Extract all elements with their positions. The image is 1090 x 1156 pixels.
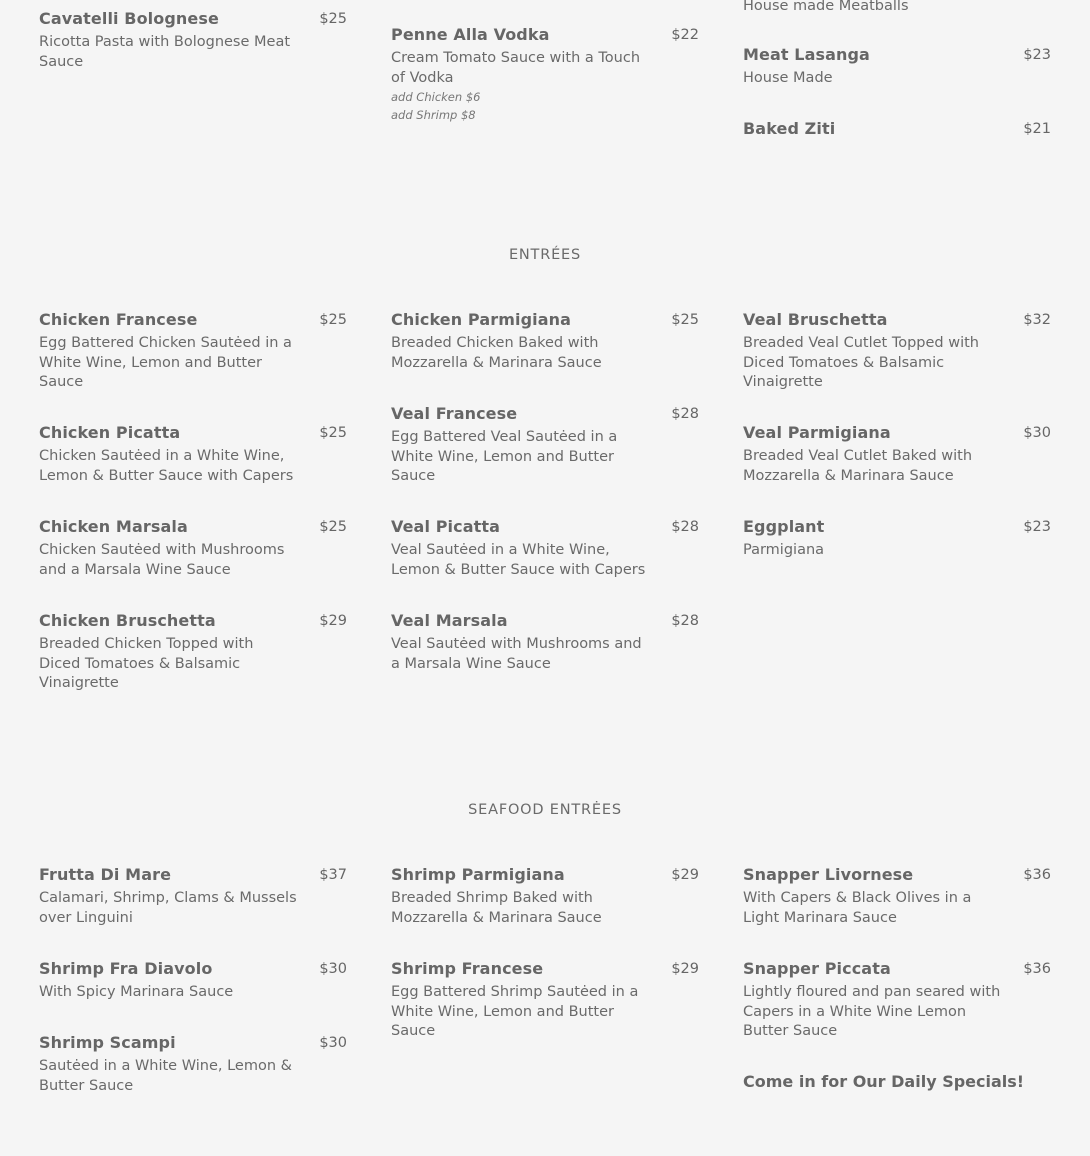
item-description: Lightly floured and pan seared with Capers in a White Wine Lemon Butter Sauce: [743, 984, 1001, 1039]
item-description: Breaded Shrimp Baked with Mozzarella & Marinara Sauce: [391, 890, 602, 926]
item-price: $25: [319, 11, 347, 27]
item-description: Chicken Sautėed with Mushrooms and a Marsala Wine Sauce: [39, 542, 285, 578]
item-description: With Capers & Black Olives in a Light Marinara Sauce: [743, 890, 972, 926]
item-name: Veal Parmigiana: [743, 423, 891, 442]
item-description: Calamari, Shrimp, Clams & Mussels over Linguini: [39, 890, 297, 926]
item-addon: add Shrimp $8: [391, 108, 476, 122]
item-price: $23: [1023, 519, 1051, 535]
item-price: $25: [319, 519, 347, 535]
item-name: Shrimp Scampi: [39, 1033, 176, 1052]
item-price: $25: [671, 312, 699, 328]
item-price: $36: [1023, 867, 1051, 883]
item-price: $30: [319, 961, 347, 977]
item-description: Parmigiana: [743, 542, 825, 558]
item-name: Veal Francese: [391, 404, 518, 423]
item-description: Breaded Chicken Topped with Diced Tomatoes & Balsamic Vinaigrette: [39, 636, 254, 691]
item-price: $21: [1023, 121, 1051, 137]
item-description: [391, 49, 649, 124]
item-price: $30: [319, 1035, 347, 1051]
item-description: Ricotta Pasta with Bolognese Meat Sauce: [39, 34, 291, 70]
section-title-seafood: SEAFOOD ENTRĖES: [468, 802, 622, 818]
item-price: $28: [671, 406, 699, 422]
item-name: Penne Alla Vodka: [391, 25, 550, 44]
item-description: Egg Battered Shrimp Sautėed in a White Wine, Lemon and Butter Sauce: [391, 984, 639, 1039]
item-name: Veal Picatta: [391, 517, 500, 536]
item-name: Frutta Di Mare: [39, 865, 172, 884]
item-price: $28: [671, 519, 699, 535]
item-name: Chicken Bruschetta: [39, 611, 216, 630]
item-name: Snapper Piccata: [743, 959, 891, 978]
daily-specials-note: Come in for Our Daily Specials!: [743, 1072, 1025, 1091]
item-description: Veal Sautėed in a White Wine, Lemon & Butter Sauce with Capers: [391, 542, 646, 578]
item-description: Egg Battered Veal Sautėed in a White Wine, Lemon and Butter Sauce: [391, 429, 618, 484]
item-price: $28: [671, 613, 699, 629]
item-name: Snapper Livornese: [743, 865, 914, 884]
item-price: $32: [1023, 312, 1051, 328]
item-name: Eggplant: [743, 517, 825, 536]
item-name: Veal Marsala: [391, 611, 508, 630]
item-price: $29: [671, 961, 699, 977]
item-price: $25: [319, 425, 347, 441]
section-title-entrees: ENTRÉES: [508, 247, 582, 263]
item-name: Chicken Marsala: [39, 517, 188, 536]
item-description: Veal Sautėed with Mushrooms and a Marsala Wine Sauce: [391, 636, 642, 672]
item-addon: add Chicken $6: [391, 90, 481, 104]
item-name: Meat Lasanga: [743, 45, 870, 64]
item-description: Chicken Sautėed in a White Wine, Lemon & Butter Sauce with Capers: [39, 448, 294, 484]
item-description: Egg Battered Chicken Sautėed in a White Wine, Lemon and Butter Sauce: [39, 335, 292, 390]
item-description: House Made: [743, 70, 833, 86]
item-name: Veal Bruschetta: [743, 310, 888, 329]
item-description: House made Meatballs: [743, 0, 909, 14]
item-price: $36: [1023, 961, 1051, 977]
item-name: Chicken Francese: [39, 310, 198, 329]
item-description: Breaded Veal Cutlet Baked with Mozzarella & Marinara Sauce: [743, 448, 973, 484]
item-description: Breaded Veal Cutlet Topped with Diced Tomatoes & Balsamic Vinaigrette: [743, 335, 979, 390]
item-price: $29: [671, 867, 699, 883]
item-price: $25: [319, 312, 347, 328]
item-name: Shrimp Parmigiana: [391, 865, 565, 884]
item-price: $22: [671, 27, 699, 43]
item-name: Shrimp Fra Diavolo: [39, 959, 213, 978]
item-name: Chicken Picatta: [39, 423, 181, 442]
item-description-text: Cream Tomato Sauce with a Touch of Vodka: [391, 50, 641, 86]
item-name: Cavatelli Bolognese: [39, 9, 219, 28]
item-description: Sautėed in a White Wine, Lemon & Butter Sauce: [39, 1058, 292, 1094]
item-description: Breaded Chicken Baked with Mozzarella & Marinara Sauce: [391, 335, 602, 371]
item-description: With Spicy Marinara Sauce: [39, 984, 234, 1000]
item-name: Chicken Parmigiana: [391, 310, 571, 329]
item-name: Shrimp Francese: [391, 959, 544, 978]
item-price: $29: [319, 613, 347, 629]
item-price: $23: [1023, 47, 1051, 63]
item-price: $30: [1023, 425, 1051, 441]
item-price: $37: [319, 867, 347, 883]
item-name: Baked Ziti: [743, 119, 836, 138]
